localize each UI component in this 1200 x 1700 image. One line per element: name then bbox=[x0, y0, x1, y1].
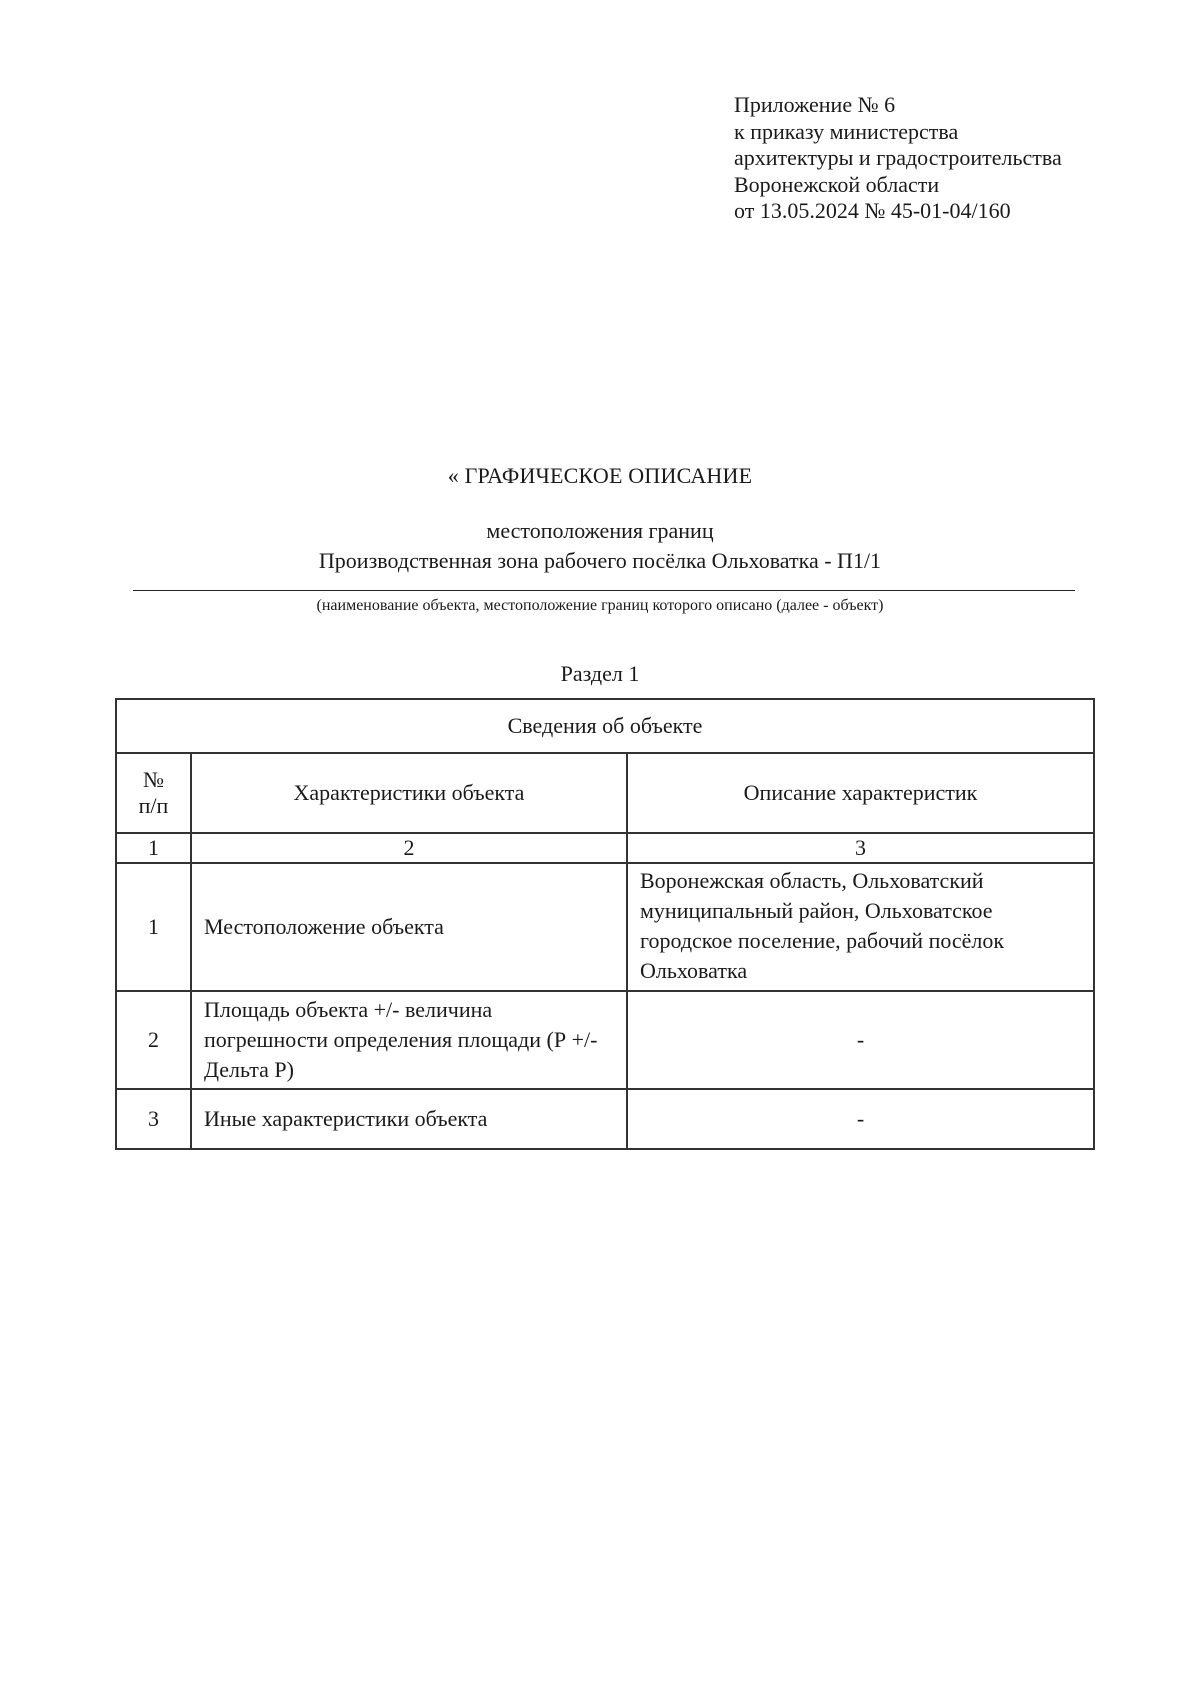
row-characteristic: Местоположение объекта bbox=[191, 863, 627, 991]
section-label: Раздел 1 bbox=[560, 661, 640, 686]
object-info-table bbox=[115, 698, 1095, 1150]
column-header-description: Описание характеристик bbox=[627, 753, 1094, 833]
row-number: 2 bbox=[116, 991, 191, 1089]
appendix-line: Приложение № 6 bbox=[734, 92, 896, 117]
row-number: 3 bbox=[116, 1089, 191, 1149]
row-description: - bbox=[627, 991, 1094, 1089]
appendix-block bbox=[734, 92, 1062, 225]
table-row bbox=[116, 991, 1094, 1089]
object-name-underline bbox=[133, 590, 1075, 591]
column-number-row bbox=[116, 833, 1094, 863]
document-title: « ГРАФИЧЕСКОЕ ОПИСАНИЕ bbox=[447, 463, 753, 488]
appendix-line: Воронежской области bbox=[734, 171, 940, 197]
row-number: 1 bbox=[116, 863, 191, 991]
column-number: 3 bbox=[627, 833, 1094, 863]
document-subtitle: местоположения границ bbox=[486, 518, 714, 543]
column-header-number bbox=[116, 753, 191, 833]
object-name-caption: (наименование объекта, местоположение границ которого описано (далее - объект) bbox=[316, 597, 884, 614]
appendix-line: архитектуры и градостроительства bbox=[734, 145, 1062, 170]
table-row bbox=[116, 1089, 1094, 1149]
table-header-row bbox=[116, 699, 1094, 753]
column-number: 2 bbox=[191, 833, 627, 863]
appendix-line: к приказу министерства bbox=[734, 118, 959, 144]
object-name: Производственная зона рабочего посёлка Ольховатка - П1/1 bbox=[318, 548, 882, 573]
table-header: Сведения об объекте bbox=[116, 699, 1094, 753]
column-header-characteristics: Характеристики объекта bbox=[191, 753, 627, 833]
row-characteristic: Площадь объекта +/- величина погрешности определения площади (Р +/- Дельта Р) bbox=[191, 991, 627, 1089]
row-description: - bbox=[627, 1089, 1094, 1149]
column-header-number-line1: № bbox=[143, 767, 164, 792]
row-characteristic: Иные характеристики объекта bbox=[191, 1089, 627, 1149]
row-description: Воронежская область, Ольховатский муниципальный район, Ольховатское городское поселение, рабочий посёлок Ольховатка bbox=[627, 863, 1094, 991]
table-row bbox=[116, 863, 1094, 991]
appendix-line: от 13.05.2024 № 45-01-04/160 bbox=[734, 198, 1011, 223]
column-header-number-line2: п/п bbox=[138, 793, 169, 818]
column-header-row bbox=[116, 753, 1094, 833]
column-number: 1 bbox=[116, 833, 191, 863]
